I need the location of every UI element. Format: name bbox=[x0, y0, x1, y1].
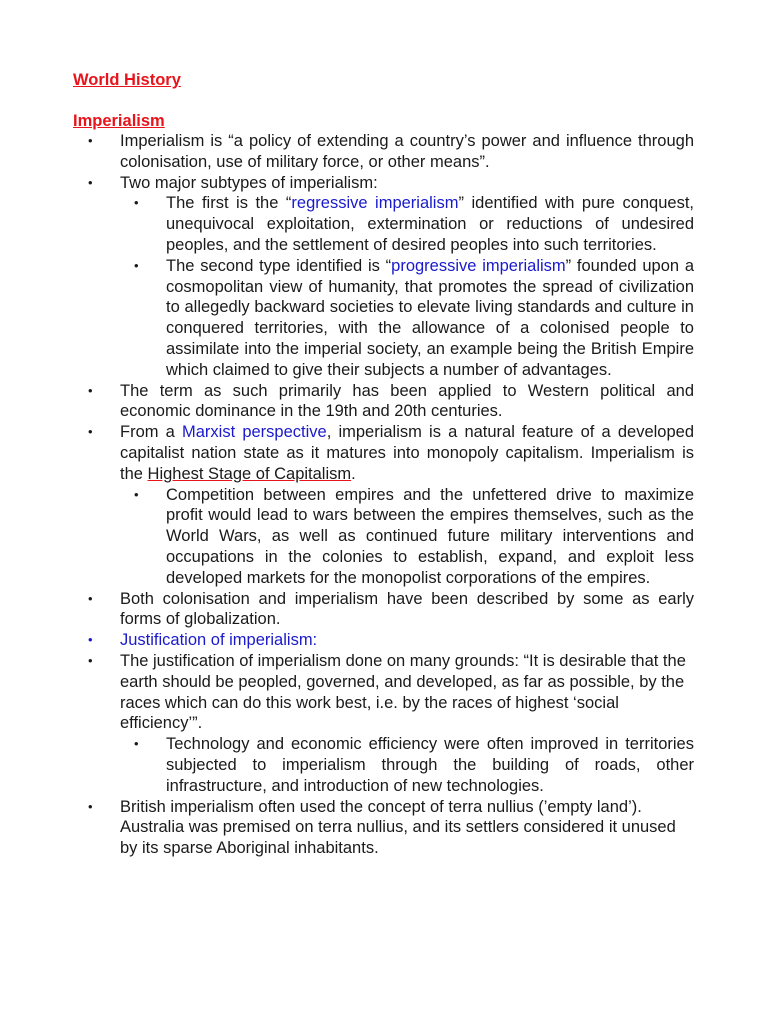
list-item bbox=[88, 422, 694, 484]
item-text: Justification of imperialism: bbox=[120, 631, 318, 650]
list-item bbox=[88, 381, 694, 423]
item-text: Technology and economic efficiency were often improved in territories subjected to imperialism through the building of roads, other infrastructure, and introduction of new technologies. bbox=[166, 735, 694, 795]
section-heading-imperialism: Imperialism bbox=[73, 112, 165, 130]
item-text: The justification of imperialism done on many grounds: “It is desirable that the earth should be peopled, governed, and developed, as far as possible, by the races which can do this work best, i.e. by the races of highest ‘social efficiency’”. bbox=[120, 651, 686, 733]
list-item bbox=[88, 131, 694, 173]
item-text: Imperialism is “a policy of extending a country’s power and influence through colonisation, use of military force, or other means”. bbox=[120, 132, 694, 171]
item-text: . bbox=[351, 464, 356, 483]
bullet-icon: • bbox=[88, 798, 93, 814]
item-text: ” founded upon a cosmopolitan view of humanity, that promotes the spread of civilization to allegedly backward societies to elevate living standards and culture in conquered territories, with the allowance of a colonised people to assimilate into the imperial society, an example being the British Empire which claimed to give their subjects a number of advantages. bbox=[166, 256, 694, 379]
list-item bbox=[88, 589, 694, 631]
item-text: ” identified with pure conquest, unequivocal exploitation, extermination or reductions of undesired peoples, and the settlement of desired peoples into such territories. bbox=[166, 194, 694, 254]
item-text: British imperialism often used the concept of terra nullius (’empty land’). Australia was premised on terra nullius, and its settlers considered it unused by its sparse Aboriginal inhabitants. bbox=[120, 797, 676, 858]
bullet-icon: • bbox=[88, 382, 93, 398]
bullet-icon: • bbox=[134, 486, 139, 502]
bullet-icon: • bbox=[88, 652, 93, 668]
highlighted-term: Marxist perspective bbox=[182, 423, 327, 442]
sub-list-item bbox=[134, 256, 694, 381]
title-world-history: World History bbox=[73, 71, 181, 89]
sub-list-item bbox=[134, 485, 694, 589]
list-item bbox=[88, 173, 694, 194]
bullet-icon: • bbox=[88, 590, 93, 606]
underlined-term: Highest Stage of Capitalism bbox=[147, 464, 352, 483]
bullet-icon: • bbox=[134, 736, 139, 752]
bullet-list bbox=[0, 131, 768, 859]
highlighted-term: progressive imperialism bbox=[391, 256, 566, 275]
bullet-icon: • bbox=[88, 632, 93, 648]
item-text: The second type identified is “ bbox=[166, 256, 392, 275]
highlighted-term: regressive imperialism bbox=[291, 194, 459, 213]
item-text: Both colonisation and imperialism have been described by some as early forms of globalization. bbox=[120, 589, 694, 629]
sub-list-item bbox=[134, 193, 694, 255]
bullet-icon: • bbox=[88, 424, 93, 440]
item-text: Two major subtypes of imperialism: bbox=[120, 173, 378, 192]
bullet-icon: • bbox=[134, 257, 139, 273]
item-text: The first is the “ bbox=[166, 194, 292, 213]
bullet-icon: • bbox=[134, 195, 139, 211]
bullet-icon: • bbox=[88, 133, 93, 148]
item-text: , imperialism is a natural feature of a developed capitalist nation state as it matures into monopoly capitalism. Imperialism is the bbox=[120, 423, 694, 483]
document-body bbox=[0, 131, 768, 859]
list-item-justification-heading bbox=[88, 630, 694, 651]
list-item bbox=[88, 651, 694, 734]
item-text: Competition between empires and the unfettered drive to maximize profit would lead to wars between the empires themselves, such as the World Wars, as well as continued future military interventions and occupations in the colonies to establish, expand, and exploit less developed markets for the monopolist corporations of the empires. bbox=[166, 485, 694, 587]
item-text: The term as such primarily has been applied to Western political and economic dominance in the 19th and 20th centuries. bbox=[120, 381, 694, 421]
item-text: From a bbox=[120, 423, 182, 442]
bullet-icon: • bbox=[88, 174, 93, 190]
sub-list-item bbox=[134, 734, 694, 796]
list-item bbox=[88, 797, 694, 859]
